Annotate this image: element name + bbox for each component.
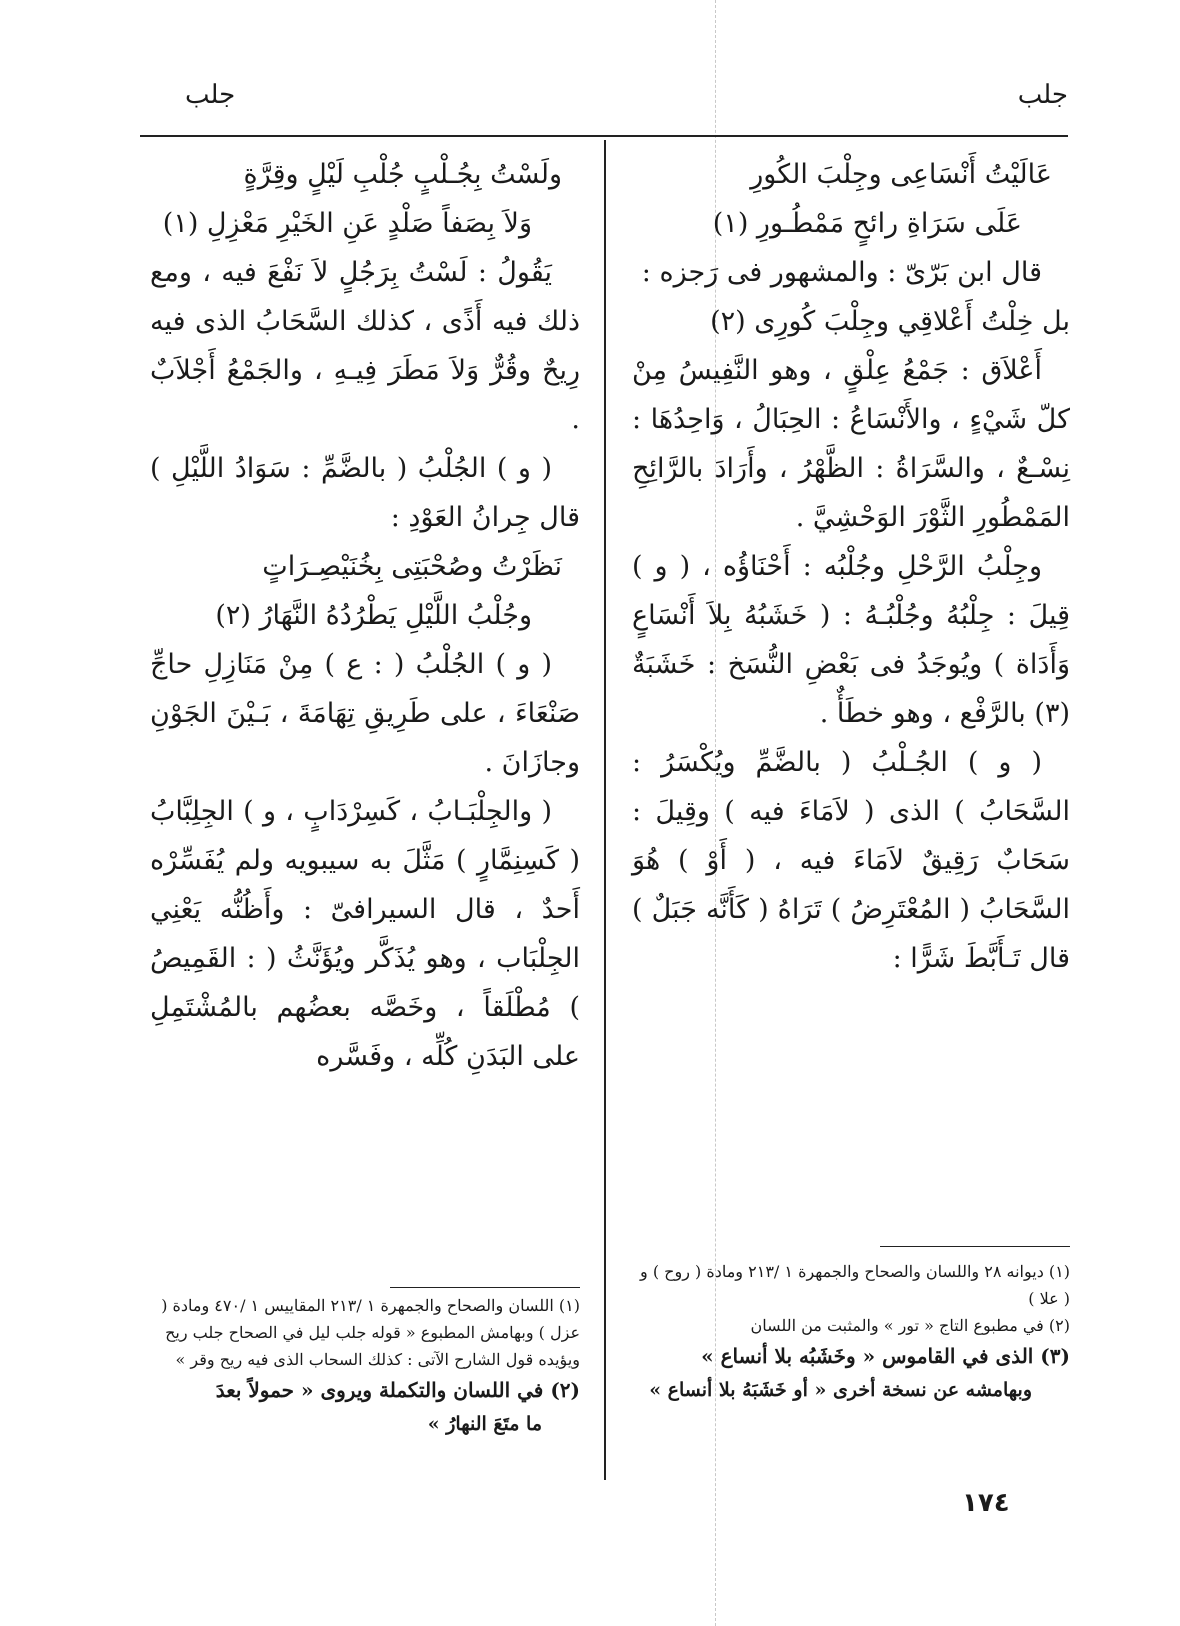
paragraph: ( و ) الجُلْبُ ( : ع ) مِنْ مَنَازِلِ حاجِّ صَنْعَاءَ ، على طَرِيقِ تِهَامَةَ ، بَـيْنَ الجَوْنِ وجازَانَ . [150,649,580,778]
verse-line: بل خِلْتُ أَعْلاقِي وجِلْبَ كُورِى (٢) [710,306,1070,337]
verse-line: عَالَيْتُ أَنْسَاعِى وجِلْبَ الكُورِ [750,159,1052,190]
column-divider [604,140,606,1480]
paragraph: يَقُولُ : لَسْتُ بِرَجُلٍ لاَ نَفْعَ فيه ، ومع ذلك فيه أَذًى ، كذلك السَّحَابُ الذى فيه رِيحٌ وقُرٌّ وَلاَ مَطَرَ فِيـهِ ، والجَمْعُ أَجْلاَبٌ . [150,257,580,435]
right-column [632,150,1070,983]
footnote-rule [880,1246,1070,1247]
verse-line: عَلَى سَرَاةِ رائحٍ مَمْطُـورِ (١) [712,208,1022,239]
footnotes-left [150,1292,580,1441]
footnote: (٣) الذى في القاموس « وخَشَبُه بلا أنساع » [701,1344,1070,1368]
header-rule [140,135,1068,137]
verse-line: وَلاَ بِصَفاً صَلْدٍ عَنِ الخَيْرِ مَعْزِلِ (١) [162,208,532,239]
paragraph: ( و ) الجُلْبُ ( بالضَّمِّ : سَوَادُ اللَّيْلِ ) قال جِرانُ العَوْدِ : [150,453,580,533]
paragraph: أَعْلاَق : جَمْعُ عِلْقٍ ، وهو النَّفِيسُ مِنْ كلّ شَيْءٍ ، والأَنْسَاعُ : الحِبَالُ ، وَاحِدُهَا : نِسْـعٌ ، والسَّرَاةُ : الظَّهْرُ ، وأَرَادَ بالرَّائِحِ المَمْطُورِ الثَّوْرَ الوَحْشِيَّ . [632,355,1070,533]
page-number: ١٧٤ [962,1488,1010,1518]
paragraph: ( و ) الجُـلْبُ ( بالضَّمِّ ويُكْسَرُ : السَّحَابُ ) الذى ( لاَمَاءَ فيه ) وقِيلَ : سَحَابٌ رَقِيقٌ لاَمَاءَ فيه ، ( أَوْ ) هُوَ السَّحَابُ ( المُعْتَرِضُ ) تَرَاهُ ( كَأَنَّه جَبَلٌ ) قال تَـأَبَّطَ شَرًّا : [632,747,1070,974]
verse-line: نَظَرْتُ وصُحْبَتِى بِخُنَيْصِـرَاتٍ [262,551,562,582]
running-head-left: جلب [185,80,236,110]
paragraph: وجِلْبُ الرَّحْلِ وجُلْبُه : أَحْنَاؤُه ، ( و ) قِيلَ : جِلْبُهُ وجُلْبُـهُ : ( خَشَبُهُ بِلاَ أَنْسَاعٍ وَأَدَاة ) ويُوجَدُ فى بَعْضِ النُّسَخ : خَشَبَةٌ (٣) بالرَّفْع ، وهو خطَأٌ . [632,551,1070,729]
left-column [150,150,580,1081]
footnote-continuation: ما متَعَ النهارُ » [427,1413,542,1435]
footnote: (٢) في اللسان والتكملة ويروى « حمولاً بعدَ [215,1378,580,1402]
running-head-right: جلب [1017,80,1068,110]
verse-line: وجُلْبُ اللَّيْلِ يَطْرُدُهُ النَّهَارُ (٢) [215,600,532,631]
footnote: (١) ديوانه ٢٨ واللسان والصحاح والجمهرة ١ /٢١٣ ومادة ( روح ) و ( علا ) [640,1262,1070,1308]
footnote: (٢) في مطبوع التاج « تور » والمثبت من اللسان [750,1316,1070,1335]
paragraph: ( والجِلْبَـابُ ، كَسِرْدَابٍ ، و ) الجِلِبَّابُ ( كَسِنِمَّارٍ ) مَثَّلَ به سيبويه ولم يُفَسِّرْه أَحدٌ ، قال السيرافىّ : وأَظُنُّه يَعْنِي الجِلْبَاب ، وهو يُذَكَّر ويُؤَنَّثُ ( : القَمِيصُ ) مُطْلَقاً ، وخَصَّه بعضُهم بالمُشْتَمِلِ على البَدَنِ كُلِّه ، وفَسَّره [150,796,580,1072]
footnotes-right [632,1258,1070,1407]
paragraph: قال ابن بَرّىّ : والمشهور فى رَجزه : [641,257,1042,288]
footnote-rule [390,1287,580,1288]
verse-line: ولَسْتُ بِجُـلْبٍ جُلْبِ لَيْلٍ وقِرَّةٍ [243,159,562,190]
footnote-continuation: وبهامشه عن نسخة أخرى « أو خَشَبَهُ بلا أنساع » [649,1379,1032,1401]
footnote: (١) اللسان والصحاح والجمهرة ١ /٢١٣ المقاييس ١ /٤٧٠ ومادة ( عزل ) وبهامش المطبوع « قوله جلب ليل في الصحاح جلب ريح ويؤيده قول الشارح الآتى : كذلك السحاب الذى فيه ريح وقر » [161,1296,580,1369]
